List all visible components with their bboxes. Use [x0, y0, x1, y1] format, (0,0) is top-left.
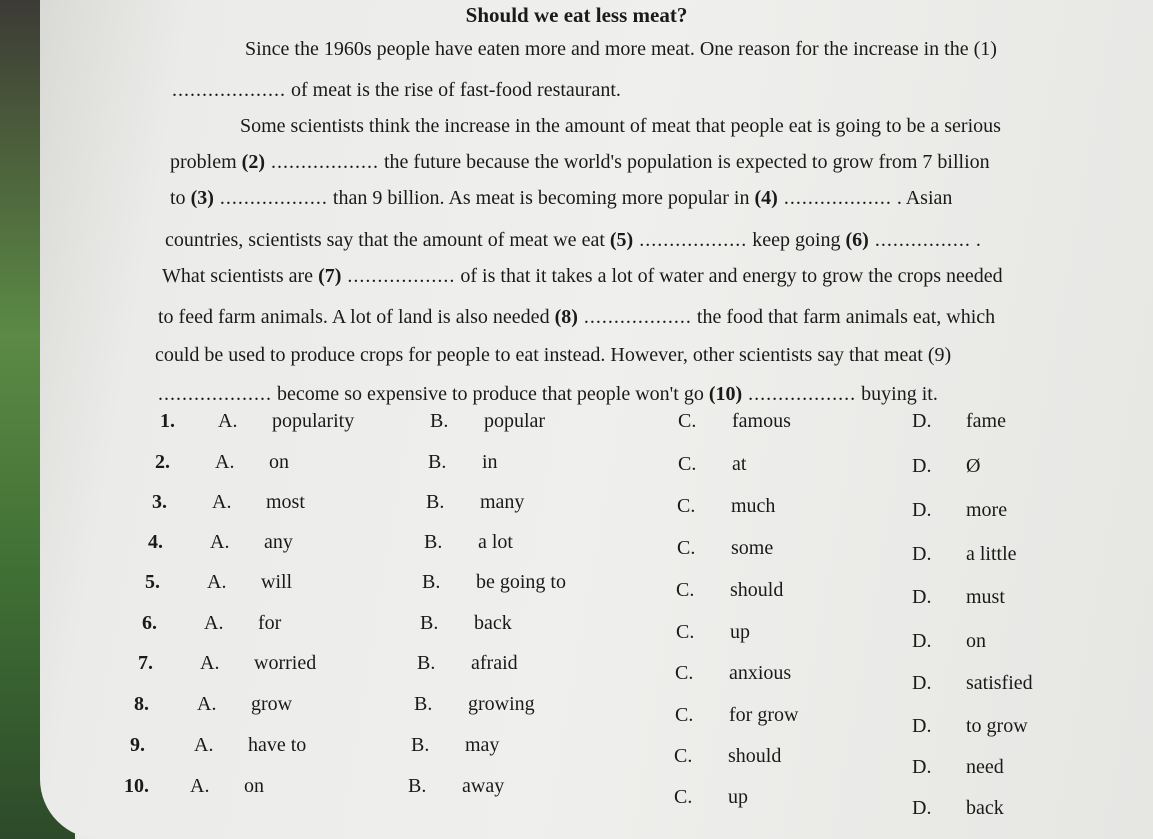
option-d[interactable]	[912, 499, 1007, 522]
option-b[interactable]	[422, 571, 566, 594]
passage-line-5: to (3) .................. than 9 billion. As meat is becoming more popular in (4) .................. . Asian	[170, 187, 953, 209]
option-d[interactable]	[912, 715, 1028, 738]
question-number: 7.	[138, 652, 153, 674]
option-text: must	[966, 586, 1005, 608]
question-number: 3.	[152, 491, 167, 513]
option-b[interactable]	[420, 612, 512, 635]
option-d[interactable]	[912, 797, 1004, 820]
question-number: 8.	[134, 693, 149, 715]
option-text: for	[258, 612, 282, 634]
option-a[interactable]	[194, 734, 306, 757]
option-letter: D.	[912, 797, 932, 819]
passage-line-3: Some scientists think the increase in the amount of meat that people eat is going to be a serious	[240, 115, 1001, 137]
option-text: back	[966, 797, 1004, 819]
option-b[interactable]	[426, 491, 524, 514]
option-c[interactable]	[675, 662, 791, 685]
option-letter: B.	[428, 451, 447, 473]
blank-3: ..................	[213, 187, 328, 209]
passage-line-4: problem (2) .................. the future because the world's population is expected to grow from 7 billion	[170, 151, 990, 173]
option-a[interactable]	[204, 612, 281, 635]
option-text: may	[465, 734, 500, 756]
option-letter: A.	[210, 531, 230, 553]
option-d[interactable]	[912, 756, 1004, 779]
option-text: at	[732, 453, 747, 475]
blank-9: ...................	[158, 383, 272, 405]
option-letter: B.	[430, 410, 449, 432]
option-letter: C.	[674, 745, 693, 767]
option-letter: C.	[677, 537, 696, 559]
option-letter: B.	[408, 775, 427, 797]
option-letter: C.	[674, 786, 693, 808]
option-d[interactable]	[912, 543, 1017, 566]
blank-10: ..................	[742, 383, 857, 405]
option-text: a little	[966, 543, 1017, 565]
option-text: on	[269, 451, 289, 473]
option-a[interactable]	[200, 652, 316, 675]
option-letter: C.	[677, 495, 696, 517]
question-number: 1.	[160, 410, 175, 432]
blank-2: ..................	[264, 151, 379, 173]
blank-1: ...................	[172, 79, 286, 101]
option-a[interactable]	[210, 531, 293, 554]
option-letter: B.	[422, 571, 441, 593]
option-text: more	[966, 499, 1008, 521]
option-letter: A.	[204, 612, 224, 634]
option-text: afraid	[471, 652, 518, 674]
option-letter: A.	[207, 571, 227, 593]
option-d[interactable]	[912, 455, 980, 478]
question-number: 2.	[155, 451, 170, 473]
option-letter: C.	[675, 704, 694, 726]
option-text: back	[474, 612, 512, 634]
question-number: 5.	[145, 571, 160, 593]
option-d[interactable]	[912, 630, 986, 653]
option-text: have to	[248, 734, 307, 756]
question-number: 6.	[142, 612, 157, 634]
option-a[interactable]	[207, 571, 292, 594]
option-c[interactable]	[678, 453, 746, 476]
option-text: up	[728, 786, 748, 808]
option-text: away	[462, 775, 505, 797]
option-letter: C.	[678, 453, 697, 475]
option-c[interactable]	[677, 495, 775, 518]
option-a[interactable]	[212, 491, 305, 514]
option-d[interactable]	[912, 586, 1005, 609]
option-letter: B.	[414, 693, 433, 715]
passage-line-7: What scientists are (7) .................. of is that it takes a lot of water and energy to grow the crops needed	[162, 265, 1003, 287]
option-text: should	[730, 579, 784, 601]
option-a[interactable]	[218, 410, 354, 433]
option-text: a lot	[478, 531, 513, 553]
option-a[interactable]	[197, 693, 292, 716]
option-text: most	[266, 491, 305, 513]
option-text: grow	[251, 693, 293, 715]
passage-line-10: ................... become so expensive to produce that people won't go (10) .................. buying it.	[158, 383, 938, 405]
option-text: many	[480, 491, 525, 513]
option-letter: C.	[678, 410, 697, 432]
option-letter: D.	[912, 543, 932, 565]
option-text: up	[730, 621, 750, 643]
option-text: on	[966, 630, 986, 652]
option-b[interactable]	[417, 652, 518, 675]
option-letter: A.	[197, 693, 217, 715]
option-letter: A.	[194, 734, 214, 756]
option-a[interactable]	[215, 451, 289, 474]
option-text: will	[261, 571, 293, 593]
option-letter: D.	[912, 672, 932, 694]
option-c[interactable]	[674, 745, 781, 768]
option-letter: B.	[426, 491, 445, 513]
option-letter: D.	[912, 455, 932, 477]
option-text: for grow	[729, 704, 799, 726]
option-b[interactable]	[428, 451, 498, 474]
blank-4: ..................	[777, 187, 892, 209]
option-letter: D.	[912, 586, 932, 608]
option-text: be going to	[476, 571, 566, 593]
option-text: any	[264, 531, 293, 553]
blank-6: ................	[868, 229, 971, 251]
option-text: in	[482, 451, 498, 473]
option-letter: C.	[675, 662, 694, 684]
option-text: growing	[468, 693, 535, 715]
option-c[interactable]	[678, 410, 791, 433]
option-letter: B.	[424, 531, 443, 553]
question-number: 9.	[130, 734, 145, 756]
option-text: popularity	[272, 410, 355, 432]
option-text: to grow	[966, 715, 1028, 737]
option-text: worried	[254, 652, 317, 674]
option-text: popular	[484, 410, 546, 432]
passage-line-6: countries, scientists say that the amount of meat we eat (5) .................. keep going (6) ................ .	[165, 229, 981, 251]
option-text: need	[966, 756, 1004, 778]
option-b[interactable]	[414, 693, 535, 716]
option-c[interactable]	[677, 537, 773, 560]
blank-5: ..................	[633, 229, 748, 251]
question-number: 10.	[124, 775, 149, 797]
option-letter: A.	[215, 451, 235, 473]
option-text: much	[731, 495, 776, 517]
option-c[interactable]	[675, 704, 798, 727]
option-text: Ø	[966, 455, 981, 477]
option-a[interactable]	[190, 775, 264, 798]
option-text: famous	[732, 410, 791, 432]
option-b[interactable]	[430, 410, 545, 433]
blank-7: ..................	[341, 265, 456, 287]
option-c[interactable]	[676, 579, 783, 602]
option-text: some	[731, 537, 774, 559]
option-b[interactable]	[411, 734, 499, 757]
option-letter: C.	[676, 621, 695, 643]
option-b[interactable]	[424, 531, 513, 554]
option-letter: D.	[912, 715, 932, 737]
option-c[interactable]	[676, 621, 750, 644]
passage-line-2: ................... of meat is the rise of fast-food restaurant.	[172, 79, 621, 101]
option-text: fame	[966, 410, 1006, 432]
option-letter: D.	[912, 756, 932, 778]
option-text: on	[244, 775, 264, 797]
passage-line-9: could be used to produce crops for people to eat instead. However, other scientists say that meat (9)	[155, 344, 952, 366]
option-text: satisfied	[966, 672, 1033, 694]
option-d[interactable]	[912, 410, 1006, 433]
option-letter: A.	[200, 652, 220, 674]
option-letter: D.	[912, 410, 932, 432]
option-d[interactable]	[912, 672, 1033, 695]
passage-line-8: to feed farm animals. A lot of land is also needed (8) .................. the food that farm animals eat, which	[158, 306, 996, 328]
option-text: anxious	[729, 662, 792, 684]
option-letter: B.	[417, 652, 436, 674]
option-letter: A.	[190, 775, 210, 797]
worksheet-title: Should we eat less meat?	[465, 3, 688, 27]
passage-line-1: Since the 1960s people have eaten more and more meat. One reason for the increase in the (1)	[245, 38, 997, 60]
option-letter: B.	[411, 734, 430, 756]
option-text: should	[728, 745, 782, 767]
option-b[interactable]	[408, 775, 504, 798]
option-letter: A.	[218, 410, 238, 432]
question-number: 4.	[148, 531, 163, 553]
option-c[interactable]	[674, 786, 748, 809]
option-letter: A.	[212, 491, 232, 513]
option-letter: B.	[420, 612, 439, 634]
option-letter: C.	[676, 579, 695, 601]
option-letter: D.	[912, 499, 932, 521]
option-letter: D.	[912, 630, 932, 652]
blank-8: ..................	[577, 306, 692, 328]
